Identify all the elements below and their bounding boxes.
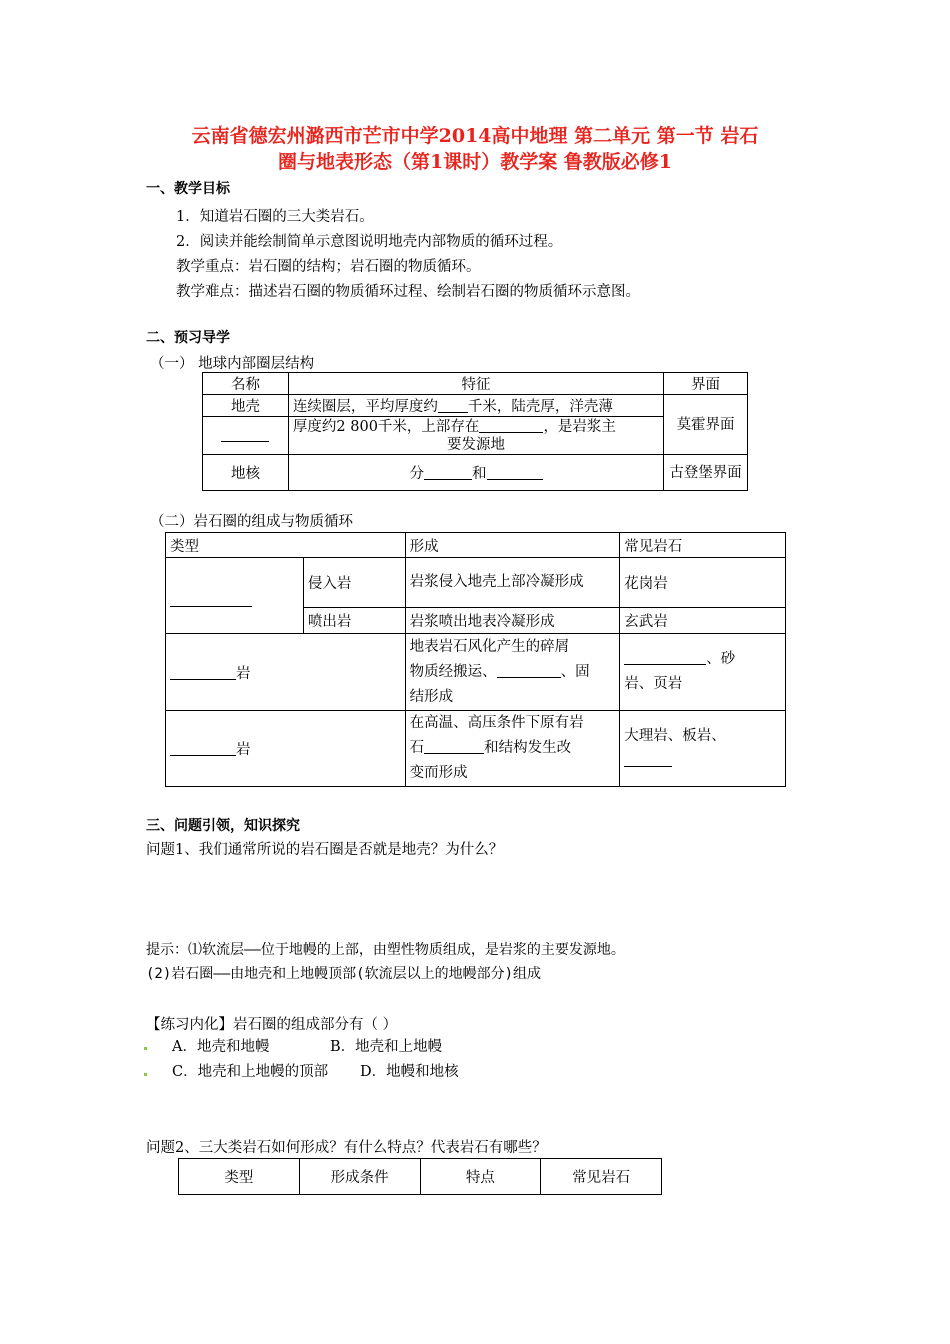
metamorphic-common-rocks bbox=[620, 711, 786, 787]
option-marker-2 bbox=[144, 1073, 147, 1076]
header-feature: 特征 bbox=[288, 373, 663, 395]
intrusive-rock-label: 侵入岩 bbox=[303, 558, 405, 608]
mantle-feature-text-b: ，是岩浆主 bbox=[543, 418, 616, 435]
objective-1: 1．知道岩石圈的三大类岩石。 bbox=[176, 209, 374, 225]
option-d[interactable]: D．地幔和地核 bbox=[360, 1064, 459, 1080]
outer-core-blank[interactable] bbox=[424, 465, 472, 480]
objective-2: 2．阅读并能绘制简单示意图说明地壳内部物质的循环过程。 bbox=[176, 234, 563, 250]
header-boundary: 界面 bbox=[664, 373, 748, 395]
option-c[interactable]: C．地壳和上地幔的顶部 bbox=[172, 1064, 329, 1080]
inner-core-blank[interactable] bbox=[487, 465, 543, 480]
option-marker-1 bbox=[144, 1047, 147, 1050]
extrusive-common-rock: 玄武岩 bbox=[620, 608, 786, 634]
sedimentary-type-blank[interactable] bbox=[170, 665, 236, 680]
extrusive-rock-label: 喷出岩 bbox=[303, 608, 405, 634]
sedimentary-rock-blank[interactable] bbox=[624, 650, 706, 665]
sedimentary-type bbox=[166, 634, 406, 711]
section-1-heading: 一、教学目标 bbox=[146, 181, 230, 197]
sedimentary-formation-a: 地表岩石风化产生的碎屑 bbox=[409, 638, 570, 655]
gutenberg-boundary: 古登堡界面 bbox=[664, 455, 748, 491]
igneous-type-blank[interactable] bbox=[166, 558, 304, 634]
metamorphic-formation bbox=[405, 711, 620, 787]
metamorphic-type-suffix: 岩 bbox=[236, 742, 251, 758]
core-feature-text-b: 和 bbox=[472, 466, 487, 482]
sedimentation-blank[interactable] bbox=[497, 663, 561, 678]
intrusive-formation: 岩浆侵入地壳上部冷凝形成 bbox=[405, 558, 620, 608]
document-title-line-2: 圈与地表形态（第1课时）教学案 鲁教版必修1 bbox=[277, 151, 673, 173]
option-a[interactable]: A．地壳和地幔 bbox=[172, 1039, 270, 1055]
subsection-earth-structure: （一） 地球内部圈层结构 bbox=[150, 356, 315, 372]
core-feature bbox=[288, 455, 663, 491]
earth-structure-table bbox=[202, 372, 748, 491]
sedimentary-formation-d: 结形成 bbox=[409, 688, 454, 705]
metamorphic-formation-a: 在高温、高压条件下原有岩 bbox=[409, 715, 584, 731]
sedimentary-rocks-a: 、砂 bbox=[706, 651, 736, 667]
header-type: 类型 bbox=[166, 533, 406, 558]
header-characteristics: 特点 bbox=[420, 1159, 541, 1195]
rock-types-table bbox=[165, 532, 786, 787]
document-title-line-1: 云南省德宏州潞西市芒市中学2014高中地理 第二单元 第一节 岩石 bbox=[191, 125, 759, 147]
metamorphic-rocks-text: 大理岩、板岩、 bbox=[624, 727, 726, 744]
question-1: 问题1、我们通常所说的岩石圈是否就是地壳？为什么？ bbox=[146, 842, 504, 858]
exercise-question: 【练习内化】岩石圈的组成部分有（ ） bbox=[146, 1017, 398, 1033]
question-2: 问题2、三大类岩石如何形成？有什么特点？代表岩石有哪些？ bbox=[146, 1140, 547, 1156]
crust-feature-text-a: 连续圈层，平均厚度约 bbox=[292, 399, 438, 415]
mantle-feature bbox=[288, 417, 663, 455]
sedimentary-rocks-b: 岩、页岩 bbox=[624, 676, 683, 692]
header-name: 名称 bbox=[203, 373, 289, 395]
extrusive-formation: 岩浆喷出地表冷凝形成 bbox=[405, 608, 620, 634]
teaching-difficulty: 教学难点：描述岩石圈的物质循环过程、绘制岩石圈的物质循环示意图。 bbox=[176, 284, 640, 300]
metamorphic-rock-blank[interactable] bbox=[624, 752, 672, 767]
header-formation-conditions: 形成条件 bbox=[299, 1159, 420, 1195]
header-common-rocks: 常见岩石 bbox=[620, 533, 786, 558]
teaching-focus: 教学重点：岩石圈的结构；岩石圈的物质循环。 bbox=[176, 259, 481, 275]
subsection-lithosphere: （二）岩石圈的组成与物质循环 bbox=[150, 514, 353, 530]
hint-lithosphere: (2)岩石圈——由地壳和上地幔顶部(软流层以上的地幔部分)组成 bbox=[146, 966, 541, 982]
sedimentary-formation bbox=[405, 634, 620, 711]
section-3-heading: 三、问题引领，知识探究 bbox=[146, 818, 300, 834]
sedimentary-common-rocks bbox=[620, 634, 786, 711]
moho-boundary: 莫霍界面 bbox=[664, 395, 748, 455]
core-name: 地核 bbox=[203, 455, 289, 491]
crust-feature-text-b: 千米，陆壳厚，洋壳薄 bbox=[467, 399, 613, 415]
metamorphic-type-blank[interactable] bbox=[170, 741, 236, 756]
crust-feature bbox=[288, 395, 663, 417]
metamorphic-formation-c: 和结构发生改 bbox=[484, 740, 572, 756]
sedimentary-formation-b: 物质经搬运、 bbox=[409, 663, 497, 680]
metamorphic-type bbox=[166, 711, 406, 787]
intrusive-common-rock: 花岗岩 bbox=[620, 558, 786, 608]
mantle-name-blank[interactable] bbox=[203, 417, 289, 455]
header-rock-type: 类型 bbox=[179, 1159, 300, 1195]
rock-characteristics-table bbox=[178, 1158, 662, 1195]
metamorphic-formation-b: 石 bbox=[409, 740, 425, 756]
asthenosphere-blank[interactable] bbox=[479, 418, 543, 433]
option-b[interactable]: B．地壳和上地幔 bbox=[330, 1039, 443, 1055]
sedimentary-type-suffix: 岩 bbox=[236, 665, 251, 682]
section-2-heading: 二、预习导学 bbox=[146, 330, 230, 346]
mantle-feature-text-c: 要发源地 bbox=[447, 436, 506, 453]
header-typical-rocks: 常见岩石 bbox=[541, 1159, 662, 1195]
mantle-feature-text-a: 厚度约2 800千米，上部存在 bbox=[292, 418, 480, 435]
header-formation: 形成 bbox=[405, 533, 620, 558]
core-feature-text-a: 分 bbox=[409, 466, 425, 482]
composition-blank[interactable] bbox=[424, 739, 484, 754]
hint-asthenosphere: 提示：⑴软流层——位于地幔的上部，由塑性物质组成，是岩浆的主要发源地。 bbox=[146, 942, 625, 958]
crust-name: 地壳 bbox=[203, 395, 289, 417]
crust-thickness-blank[interactable] bbox=[438, 398, 468, 413]
sedimentary-formation-c: 、固 bbox=[560, 663, 590, 680]
metamorphic-formation-d: 变而形成 bbox=[409, 765, 468, 781]
